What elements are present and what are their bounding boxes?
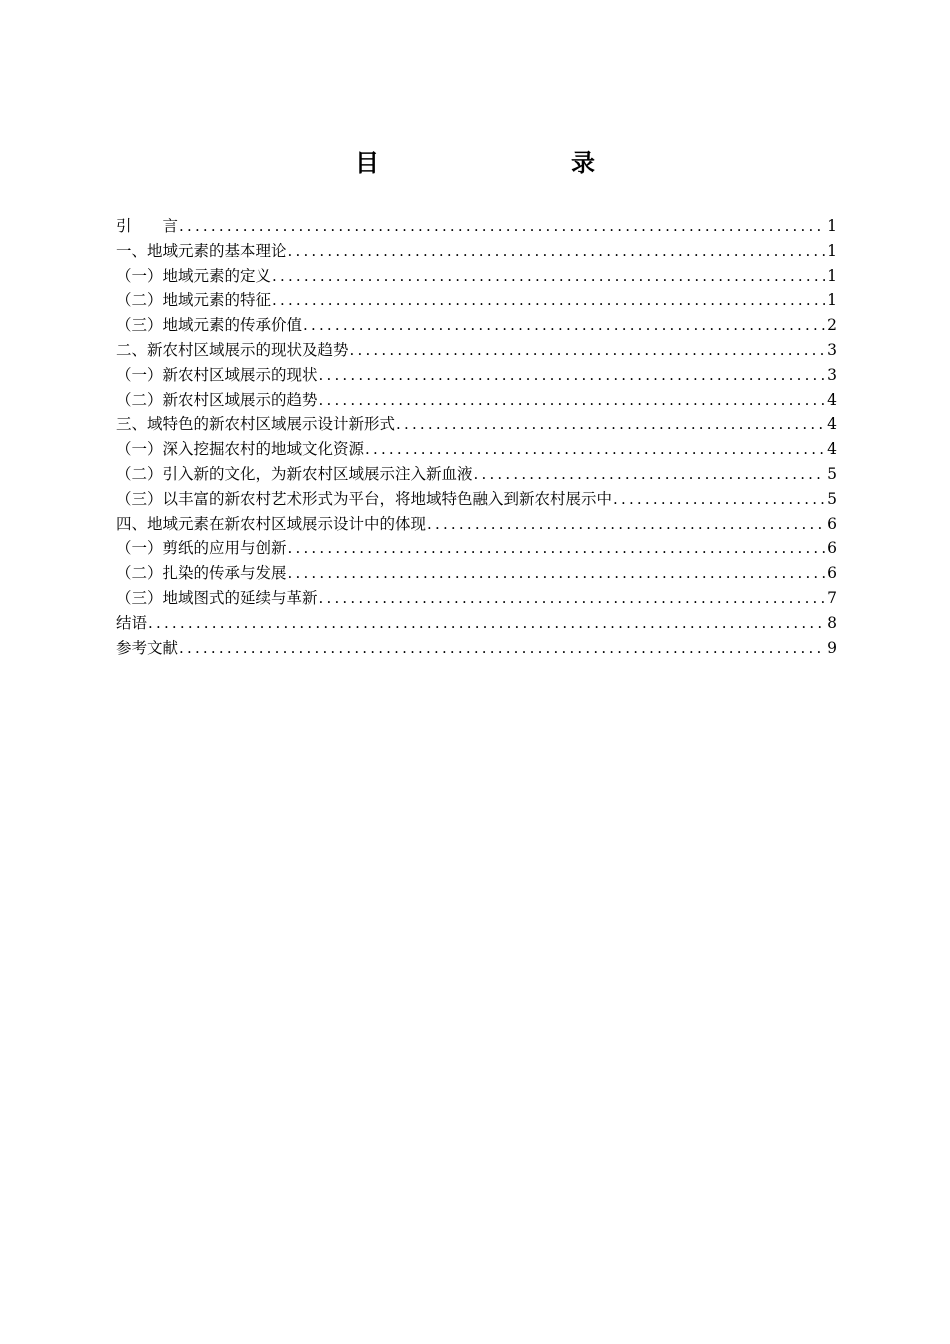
toc-entry-text: 二、新农村区域展示的现状及趋势 [116, 340, 349, 359]
toc-entry-text: （二）扎染的传承与发展 [116, 564, 287, 583]
toc-list [116, 214, 837, 660]
toc-entry[interactable] [116, 611, 837, 636]
toc-page-number: 8 [827, 613, 837, 632]
toc-entry-text: （三）以丰富的新农村艺术形式为平台，将地域特色融入到新农村展示中 [116, 489, 613, 508]
toc-entry-text: （二）地域元素的特征 [116, 291, 272, 310]
toc-entry[interactable] [116, 214, 837, 239]
toc-leader-dots [318, 586, 826, 611]
toc-entry-text: （一）地域元素的定义 [116, 266, 272, 285]
toc-page-number: 6 [827, 514, 837, 533]
toc-leader-dots [271, 264, 825, 289]
toc-page-number: 4 [827, 390, 837, 409]
toc-page-number: 1 [827, 266, 837, 285]
toc-page-number: 7 [827, 588, 837, 607]
toc-entry[interactable] [116, 412, 837, 437]
toc-entry[interactable] [116, 264, 837, 289]
toc-leader-dots [287, 561, 826, 586]
toc-leader-dots [287, 536, 826, 561]
toc-page-number: 2 [827, 316, 837, 335]
toc-entry-text: 三、域特色的新农村区域展示设计新形式 [116, 415, 396, 434]
toc-leader-dots [178, 214, 825, 239]
toc-leader-dots [395, 412, 825, 437]
toc-leader-dots [271, 288, 825, 313]
toc-entry[interactable] [116, 487, 837, 512]
toc-page-number: 1 [827, 241, 837, 260]
toc-entry[interactable] [116, 462, 837, 487]
toc-page-number: 5 [827, 464, 837, 483]
toc-entry-text: （一）剪纸的应用与创新 [116, 539, 287, 558]
toc-page-number: 6 [827, 539, 837, 558]
toc-entry[interactable] [116, 437, 837, 462]
toc-entry[interactable] [116, 239, 837, 264]
toc-entry-text: （二）引入新的文化，为新农村区域展示注入新血液 [116, 464, 473, 483]
toc-entry-text: （一）深入挖掘农村的地域文化资源 [116, 440, 365, 459]
toc-page-number: 4 [827, 415, 837, 434]
toc-leader-dots [302, 313, 825, 338]
toc-page-number: 9 [827, 638, 837, 657]
toc-entry[interactable] [116, 561, 837, 586]
toc-entry[interactable] [116, 338, 837, 363]
toc-leader-dots [178, 636, 825, 661]
toc-leader-dots [612, 487, 825, 512]
toc-page-number: 5 [827, 489, 837, 508]
toc-leader-dots [147, 611, 825, 636]
toc-entry-text: （三）地域图式的延续与革新 [116, 588, 318, 607]
toc-entry[interactable] [116, 363, 837, 388]
toc-entry-text: 结语 [116, 613, 148, 632]
toc-title: 目 录 [355, 149, 643, 177]
toc-entry-text: 一、地域元素的基本理论 [116, 241, 287, 260]
toc-entry[interactable] [116, 388, 837, 413]
toc-leader-dots [364, 437, 825, 462]
toc-leader-dots [287, 239, 826, 264]
toc-page-number: 3 [827, 365, 837, 384]
toc-leader-dots [318, 363, 826, 388]
toc-leader-dots [349, 338, 826, 363]
toc-leader-dots [473, 462, 826, 487]
toc-page-number: 3 [827, 340, 837, 359]
toc-entry-text: （二）新农村区域展示的趋势 [116, 390, 318, 409]
toc-entry[interactable] [116, 586, 837, 611]
toc-leader-dots [426, 512, 825, 537]
toc-entry-text: 四、地域元素在新农村区域展示设计中的体现 [116, 514, 427, 533]
toc-page-number: 1 [827, 291, 837, 310]
toc-page-number: 4 [827, 440, 837, 459]
toc-page-number: 6 [827, 564, 837, 583]
toc-entry-text: 引 言 [116, 217, 179, 235]
toc-entry[interactable] [116, 512, 837, 537]
toc-entry-text: 参考文献 [116, 638, 179, 657]
toc-entry-text: （一）新农村区域展示的现状 [116, 365, 318, 384]
toc-leader-dots [318, 388, 826, 413]
toc-entry[interactable] [116, 536, 837, 561]
toc-entry[interactable] [116, 288, 837, 313]
toc-page-number: 1 [827, 217, 837, 235]
toc-entry-text: （三）地域元素的传承价值 [116, 316, 303, 335]
toc-entry[interactable] [116, 636, 837, 661]
toc-entry[interactable] [116, 313, 837, 338]
